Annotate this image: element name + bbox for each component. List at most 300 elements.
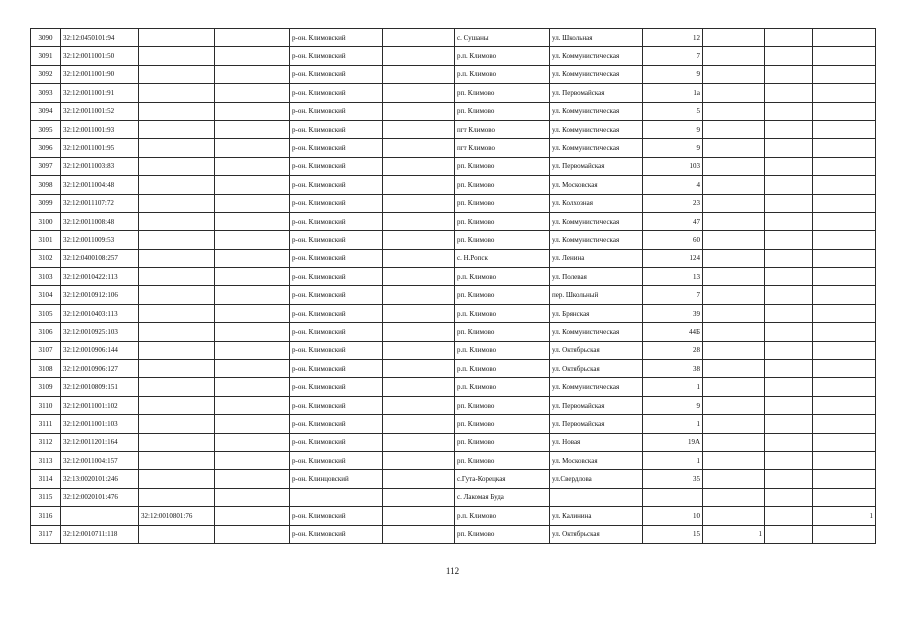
blank-cell — [215, 396, 290, 414]
blank-cell — [215, 194, 290, 212]
blank-cell — [215, 507, 290, 525]
locality-cell: пгт Климово — [455, 120, 550, 138]
blank-cell — [383, 507, 455, 525]
extra-value-cell — [813, 378, 876, 396]
district-cell: р-он. Климовский — [290, 249, 383, 267]
extra-value-cell — [765, 194, 813, 212]
house-number-cell: 28 — [643, 341, 703, 359]
blank-cell — [383, 268, 455, 286]
extra-value-cell — [765, 249, 813, 267]
street-cell: ул. Октябрьская — [550, 360, 643, 378]
extra-value-cell: 1 — [813, 507, 876, 525]
cadastral-number-cell: 32:12:0011004:48 — [61, 176, 139, 194]
house-number-cell: 44Б — [643, 323, 703, 341]
table-row — [31, 29, 876, 47]
locality-cell: рп. Климово — [455, 396, 550, 414]
extra-value-cell — [765, 415, 813, 433]
locality-cell: р.п. Климово — [455, 360, 550, 378]
extra-value-cell — [765, 65, 813, 83]
row-number-cell: 3114 — [31, 470, 61, 488]
blank-cell — [215, 286, 290, 304]
extra-value-cell — [765, 157, 813, 175]
blank-cell — [215, 29, 290, 47]
house-number-cell: 10 — [643, 507, 703, 525]
cadastral-number-cell: 32:12:0011001:103 — [61, 415, 139, 433]
house-number-cell: 7 — [643, 286, 703, 304]
extra-value-cell — [813, 231, 876, 249]
house-number-cell: 9 — [643, 120, 703, 138]
district-cell: р-он. Климовский — [290, 120, 383, 138]
extra-value-cell — [765, 396, 813, 414]
cadastral-number-cell: 32:12:0011008:48 — [61, 212, 139, 230]
district-cell: р-он. Климовский — [290, 525, 383, 543]
district-cell: р-он. Климовский — [290, 84, 383, 102]
row-number-cell: 3104 — [31, 286, 61, 304]
district-cell: р-он. Климовский — [290, 29, 383, 47]
extra-value-cell — [813, 29, 876, 47]
row-number-cell: 3117 — [31, 525, 61, 543]
table-row — [31, 396, 876, 414]
blank-cell — [215, 341, 290, 359]
street-cell: пер. Школьный — [550, 286, 643, 304]
property-registry-table — [30, 28, 876, 544]
cadastral-number-alt-cell — [139, 415, 215, 433]
extra-value-cell — [813, 304, 876, 322]
street-cell: ул. Коммунистическая — [550, 102, 643, 120]
street-cell: ул. Первомайская — [550, 157, 643, 175]
blank-cell — [215, 157, 290, 175]
row-number-cell: 3099 — [31, 194, 61, 212]
street-cell: ул. Школьная — [550, 29, 643, 47]
extra-value-cell — [813, 84, 876, 102]
extra-value-cell — [813, 102, 876, 120]
cadastral-number-cell: 32:12:0010711:118 — [61, 525, 139, 543]
extra-value-cell — [813, 286, 876, 304]
locality-cell: р.п. Климово — [455, 507, 550, 525]
cadastral-number-alt-cell — [139, 120, 215, 138]
extra-value-cell — [813, 433, 876, 451]
district-cell: р-он. Климовский — [290, 396, 383, 414]
extra-value-cell — [703, 341, 765, 359]
row-number-cell: 3115 — [31, 488, 61, 506]
blank-cell — [215, 470, 290, 488]
locality-cell: рп. Климово — [455, 323, 550, 341]
cadastral-number-alt-cell — [139, 176, 215, 194]
blank-cell — [215, 84, 290, 102]
street-cell: ул. Брянская — [550, 304, 643, 322]
table-row — [31, 249, 876, 267]
table-row — [31, 378, 876, 396]
row-number-cell: 3110 — [31, 396, 61, 414]
blank-cell — [383, 525, 455, 543]
row-number-cell: 3097 — [31, 157, 61, 175]
house-number-cell: 5 — [643, 102, 703, 120]
cadastral-number-cell: 32:12:0011001:93 — [61, 120, 139, 138]
cadastral-number-cell: 32:13:0020101:246 — [61, 470, 139, 488]
house-number-cell: 15 — [643, 525, 703, 543]
cadastral-number-alt-cell — [139, 286, 215, 304]
cadastral-number-cell: 32:12:0010906:144 — [61, 341, 139, 359]
locality-cell: рп. Климово — [455, 102, 550, 120]
cadastral-number-cell: 32:12:0011001:95 — [61, 139, 139, 157]
house-number-cell: 4 — [643, 176, 703, 194]
cadastral-number-alt-cell — [139, 451, 215, 469]
locality-cell: с. Сушаны — [455, 29, 550, 47]
extra-value-cell — [813, 323, 876, 341]
district-cell: р-он. Климовский — [290, 378, 383, 396]
table-row — [31, 84, 876, 102]
street-cell — [550, 488, 643, 506]
extra-value-cell — [765, 451, 813, 469]
locality-cell: р.п. Климово — [455, 378, 550, 396]
street-cell: ул. Новая — [550, 433, 643, 451]
district-cell: р-он. Климовский — [290, 304, 383, 322]
blank-cell — [383, 194, 455, 212]
blank-cell — [383, 139, 455, 157]
cadastral-number-alt-cell: 32:12:0010801:76 — [139, 507, 215, 525]
extra-value-cell — [703, 249, 765, 267]
cadastral-number-cell: 32:12:0011001:91 — [61, 84, 139, 102]
house-number-cell: 1а — [643, 84, 703, 102]
district-cell: р-он. Климовский — [290, 451, 383, 469]
cadastral-number-cell: 32:12:0011004:157 — [61, 451, 139, 469]
blank-cell — [383, 157, 455, 175]
table-row — [31, 341, 876, 359]
street-cell: ул. Коммунистическая — [550, 323, 643, 341]
cadastral-number-alt-cell — [139, 378, 215, 396]
extra-value-cell — [703, 102, 765, 120]
extra-value-cell — [813, 194, 876, 212]
table-row — [31, 286, 876, 304]
house-number-cell: 47 — [643, 212, 703, 230]
extra-value-cell — [703, 286, 765, 304]
locality-cell: рп. Климово — [455, 415, 550, 433]
extra-value-cell — [765, 525, 813, 543]
district-cell — [290, 488, 383, 506]
table-row — [31, 47, 876, 65]
blank-cell — [383, 304, 455, 322]
extra-value-cell — [765, 47, 813, 65]
cadastral-number-cell: 32:12:0011001:102 — [61, 396, 139, 414]
row-number-cell: 3102 — [31, 249, 61, 267]
extra-value-cell — [703, 47, 765, 65]
street-cell: ул. Коммунистическая — [550, 65, 643, 83]
street-cell: ул.Свердлова — [550, 470, 643, 488]
locality-cell: пгт Климово — [455, 139, 550, 157]
house-number-cell: 9 — [643, 65, 703, 83]
registry-body — [31, 29, 876, 544]
table-row — [31, 139, 876, 157]
cadastral-number-alt-cell — [139, 268, 215, 286]
cadastral-number-alt-cell — [139, 231, 215, 249]
district-cell: р-он. Климовский — [290, 212, 383, 230]
blank-cell — [383, 176, 455, 194]
extra-value-cell — [703, 433, 765, 451]
blank-cell — [383, 29, 455, 47]
blank-cell — [383, 47, 455, 65]
row-number-cell: 3105 — [31, 304, 61, 322]
extra-value-cell — [813, 139, 876, 157]
cadastral-number-cell: 32:12:0010403:113 — [61, 304, 139, 322]
blank-cell — [383, 249, 455, 267]
street-cell: ул. Московская — [550, 451, 643, 469]
district-cell: р-он. Климовский — [290, 194, 383, 212]
blank-cell — [215, 65, 290, 83]
table-row — [31, 525, 876, 543]
blank-cell — [215, 120, 290, 138]
locality-cell: рп. Климово — [455, 157, 550, 175]
table-row — [31, 194, 876, 212]
street-cell: ул. Октябрьская — [550, 341, 643, 359]
blank-cell — [215, 139, 290, 157]
table-row — [31, 102, 876, 120]
row-number-cell: 3112 — [31, 433, 61, 451]
street-cell: ул. Ленина — [550, 249, 643, 267]
cadastral-number-cell: 32:12:0010925:103 — [61, 323, 139, 341]
blank-cell — [215, 268, 290, 286]
extra-value-cell — [813, 488, 876, 506]
house-number-cell: 103 — [643, 157, 703, 175]
extra-value-cell — [813, 341, 876, 359]
row-number-cell: 3094 — [31, 102, 61, 120]
cadastral-number-cell: 32:12:0400108:257 — [61, 249, 139, 267]
row-number-cell: 3106 — [31, 323, 61, 341]
house-number-cell: 23 — [643, 194, 703, 212]
extra-value-cell — [813, 360, 876, 378]
blank-cell — [215, 102, 290, 120]
cadastral-number-cell: 32:12:0010809:151 — [61, 378, 139, 396]
cadastral-number-alt-cell — [139, 84, 215, 102]
extra-value-cell — [703, 231, 765, 249]
district-cell: р-он. Климовский — [290, 268, 383, 286]
extra-value-cell — [703, 194, 765, 212]
extra-value-cell — [813, 470, 876, 488]
row-number-cell: 3093 — [31, 84, 61, 102]
street-cell: ул. Коммунистическая — [550, 231, 643, 249]
blank-cell — [383, 396, 455, 414]
table-row — [31, 231, 876, 249]
extra-value-cell — [703, 378, 765, 396]
street-cell: ул. Первомайская — [550, 84, 643, 102]
blank-cell — [383, 378, 455, 396]
blank-cell — [383, 415, 455, 433]
district-cell: р-он. Климовский — [290, 231, 383, 249]
table-row — [31, 176, 876, 194]
extra-value-cell — [703, 470, 765, 488]
extra-value-cell — [765, 360, 813, 378]
extra-value-cell — [703, 212, 765, 230]
extra-value-cell — [813, 47, 876, 65]
locality-cell: рп. Климово — [455, 231, 550, 249]
blank-cell — [215, 488, 290, 506]
extra-value-cell — [765, 120, 813, 138]
house-number-cell: 12 — [643, 29, 703, 47]
extra-value-cell — [813, 525, 876, 543]
extra-value-cell — [703, 507, 765, 525]
extra-value-cell: 1 — [703, 525, 765, 543]
table-row — [31, 268, 876, 286]
cadastral-number-alt-cell — [139, 249, 215, 267]
house-number-cell: 60 — [643, 231, 703, 249]
cadastral-number-alt-cell — [139, 341, 215, 359]
district-cell: р-он. Климовский — [290, 286, 383, 304]
extra-value-cell — [813, 176, 876, 194]
extra-value-cell — [703, 176, 765, 194]
blank-cell — [383, 433, 455, 451]
extra-value-cell — [703, 65, 765, 83]
blank-cell — [215, 304, 290, 322]
house-number-cell: 1 — [643, 451, 703, 469]
locality-cell: с. Лакомая Буда — [455, 488, 550, 506]
street-cell: ул. Первомайская — [550, 415, 643, 433]
cadastral-number-alt-cell — [139, 139, 215, 157]
locality-cell: рп. Климово — [455, 176, 550, 194]
street-cell: ул. Московская — [550, 176, 643, 194]
blank-cell — [215, 176, 290, 194]
extra-value-cell — [765, 470, 813, 488]
blank-cell — [215, 451, 290, 469]
locality-cell: р.п. Климово — [455, 47, 550, 65]
blank-cell — [215, 433, 290, 451]
cadastral-number-alt-cell — [139, 65, 215, 83]
cadastral-number-cell: 32:12:0011009:53 — [61, 231, 139, 249]
street-cell: ул. Октябрьская — [550, 525, 643, 543]
cadastral-number-alt-cell — [139, 433, 215, 451]
extra-value-cell — [765, 304, 813, 322]
table-row — [31, 304, 876, 322]
table-row — [31, 323, 876, 341]
blank-cell — [383, 231, 455, 249]
house-number-cell — [643, 488, 703, 506]
row-number-cell: 3103 — [31, 268, 61, 286]
cadastral-number-cell: 32:12:0011001:50 — [61, 47, 139, 65]
extra-value-cell — [765, 378, 813, 396]
row-number-cell: 3116 — [31, 507, 61, 525]
locality-cell: с.Гута-Корецкая — [455, 470, 550, 488]
extra-value-cell — [765, 507, 813, 525]
locality-cell: р.п. Климово — [455, 268, 550, 286]
locality-cell: р.п. Климово — [455, 304, 550, 322]
extra-value-cell — [813, 451, 876, 469]
locality-cell: рп. Климово — [455, 84, 550, 102]
row-number-cell: 3109 — [31, 378, 61, 396]
extra-value-cell — [703, 29, 765, 47]
table-row — [31, 65, 876, 83]
cadastral-number-cell: 32:12:0011001:52 — [61, 102, 139, 120]
extra-value-cell — [703, 396, 765, 414]
cadastral-number-cell: 32:12:0011107:72 — [61, 194, 139, 212]
row-number-cell: 3096 — [31, 139, 61, 157]
extra-value-cell — [813, 249, 876, 267]
street-cell: ул. Коммунистическая — [550, 47, 643, 65]
extra-value-cell — [813, 268, 876, 286]
cadastral-number-alt-cell — [139, 212, 215, 230]
blank-cell — [215, 212, 290, 230]
blank-cell — [383, 102, 455, 120]
cadastral-number-alt-cell — [139, 157, 215, 175]
blank-cell — [383, 451, 455, 469]
house-number-cell: 1 — [643, 415, 703, 433]
locality-cell: рп. Климово — [455, 212, 550, 230]
table-row — [31, 507, 876, 525]
extra-value-cell — [765, 176, 813, 194]
extra-value-cell — [765, 29, 813, 47]
district-cell: р-он. Климовский — [290, 341, 383, 359]
house-number-cell: 124 — [643, 249, 703, 267]
district-cell: р-он. Климовский — [290, 47, 383, 65]
blank-cell — [215, 249, 290, 267]
cadastral-number-alt-cell — [139, 525, 215, 543]
table-row — [31, 433, 876, 451]
street-cell: ул. Полевая — [550, 268, 643, 286]
locality-cell: рп. Климово — [455, 433, 550, 451]
district-cell: р-он. Климовский — [290, 323, 383, 341]
row-number-cell: 3090 — [31, 29, 61, 47]
cadastral-number-cell — [61, 507, 139, 525]
extra-value-cell — [765, 102, 813, 120]
cadastral-number-cell: 32:12:0010906:127 — [61, 360, 139, 378]
row-number-cell: 3092 — [31, 65, 61, 83]
extra-value-cell — [703, 415, 765, 433]
cadastral-number-alt-cell — [139, 323, 215, 341]
blank-cell — [383, 120, 455, 138]
row-number-cell: 3101 — [31, 231, 61, 249]
blank-cell — [215, 47, 290, 65]
extra-value-cell — [765, 139, 813, 157]
cadastral-number-cell: 32:12:0450101:94 — [61, 29, 139, 47]
row-number-cell: 3107 — [31, 341, 61, 359]
cadastral-number-alt-cell — [139, 194, 215, 212]
table-row — [31, 470, 876, 488]
street-cell: ул. Коммунистическая — [550, 212, 643, 230]
table-row — [31, 157, 876, 175]
street-cell: ул. Коммунистическая — [550, 139, 643, 157]
house-number-cell: 9 — [643, 396, 703, 414]
extra-value-cell — [765, 268, 813, 286]
row-number-cell: 3111 — [31, 415, 61, 433]
extra-value-cell — [765, 323, 813, 341]
extra-value-cell — [765, 433, 813, 451]
extra-value-cell — [703, 157, 765, 175]
cadastral-number-cell: 32:12:0011001:90 — [61, 65, 139, 83]
locality-cell: рп. Климово — [455, 286, 550, 304]
extra-value-cell — [765, 84, 813, 102]
house-number-cell: 9 — [643, 139, 703, 157]
table-row — [31, 415, 876, 433]
blank-cell — [215, 231, 290, 249]
extra-value-cell — [703, 360, 765, 378]
cadastral-number-cell: 32:12:0010422:113 — [61, 268, 139, 286]
blank-cell — [215, 360, 290, 378]
locality-cell: р.п. Климово — [455, 341, 550, 359]
blank-cell — [215, 323, 290, 341]
table-row — [31, 451, 876, 469]
locality-cell: рп. Климово — [455, 525, 550, 543]
extra-value-cell — [703, 451, 765, 469]
street-cell: ул. Калинина — [550, 507, 643, 525]
extra-value-cell — [703, 304, 765, 322]
row-number-cell: 3091 — [31, 47, 61, 65]
street-cell: ул. Коммунистическая — [550, 120, 643, 138]
blank-cell — [383, 470, 455, 488]
district-cell: р-он. Климовский — [290, 433, 383, 451]
locality-cell: с. Н.Ропск — [455, 249, 550, 267]
extra-value-cell — [703, 120, 765, 138]
cadastral-number-alt-cell — [139, 396, 215, 414]
extra-value-cell — [813, 396, 876, 414]
blank-cell — [383, 341, 455, 359]
extra-value-cell — [765, 286, 813, 304]
